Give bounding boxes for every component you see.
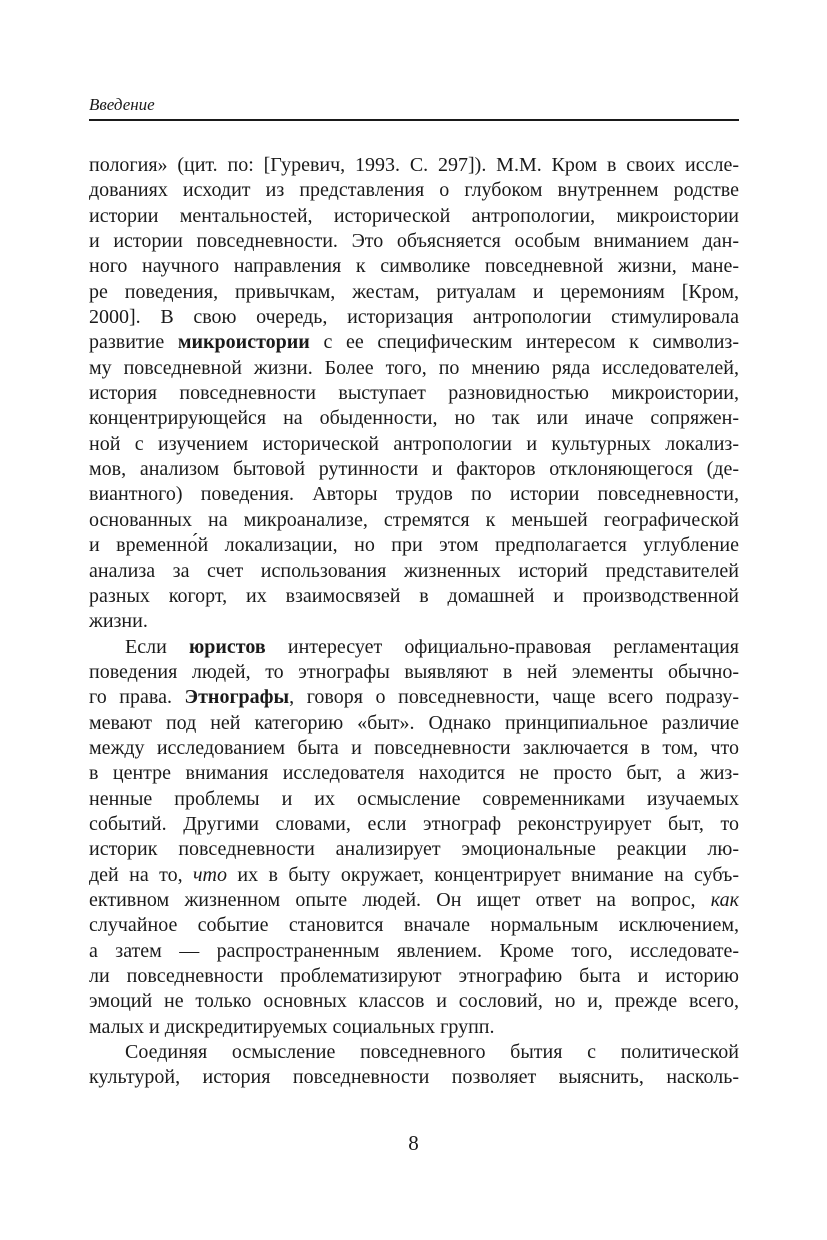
text-line: историк повседневности анализирует эмоциональные реакции лю- [89,838,739,861]
text-line: ного научного направления к символике повседневной жизни, мане- [89,255,739,278]
text-line: культурой, история повседневности позволяет выяснить, насколь- [89,1066,739,1089]
text-line: история повседневности выступает разновидностью микроистории, [89,382,739,405]
text-line: между исследованием быта и повседневности заключается в том, что [89,736,739,759]
emphasis-what: что [193,863,227,886]
text-line: виантного) поведения. Авторы трудов по истории повседневности, [89,483,739,506]
text-line: и истории повседневности. Это объясняется особым вниманием дан- [89,230,739,253]
text-line: пология» (цит. по: [Гуревич, 1993. С. 297]). М.М. Кром в своих иссле- [89,154,739,176]
header-rule [89,119,739,121]
text-line: основанных на микроанализе, стремятся к меньшей географической [89,508,739,531]
paragraph-1 [89,153,739,635]
text-line: малых и дискредитируемых социальных групп. [89,1015,495,1038]
text-run: Если [125,635,189,658]
text-line: истории ментальностей, исторической антропологии, микроистории [89,204,739,227]
text-line [89,635,739,660]
text-run: дей на то, [89,863,194,886]
text-line [89,888,739,913]
text-line: ненные проблемы и их осмысление современниками изучаемых [89,787,739,810]
text-line: анализа за счет использования жизненных историй представителей [89,559,739,582]
text-run: с ее специфическим интересом к символиз- [309,331,739,354]
paragraph-3 [89,1040,739,1091]
text-line: поведения людей, то этнографы выявляют в ней элементы обычно- [89,660,739,683]
text-run: ективном жизненном опыте людей. Он ищет ответ на вопрос, [89,888,711,911]
term-microhistory: микроистории [177,331,310,354]
text-run: развитие [89,331,178,354]
running-title: Введение [89,95,155,114]
text-line [89,863,739,888]
emphasis-how: как [710,888,739,911]
term-ethnographers: Этнографы [184,686,290,709]
text-line: мов, анализом бытовой рутинности и факторов отклоняющегося (де- [89,458,739,481]
paragraph-2 [89,635,739,1041]
text-line: событий. Другими словами, если этнограф реконструирует быт, то [89,812,739,835]
text-line [89,685,739,710]
text-line: а затем — распространенным явлением. Кроме того, исследовате- [89,939,739,962]
text-run: , говоря о повседневности, чаще всего подразу- [289,686,739,709]
text-line: случайное событие становится вначале нормальным исключением, [89,914,739,937]
text-line: жизни. [89,610,148,633]
page-number: 8 [408,1131,419,1155]
text-line: дованиях исходит из представления о глубоком внутреннем родстве [89,179,739,202]
text-run: интересует официально-правовая регламентация [265,635,739,658]
term-lawyers: юристов [188,635,266,658]
text-line: и временно́й локализации, но при этом предполагается углубление [89,534,739,557]
text-line [89,330,739,355]
text-line: мевают под ней категорию «быт». Однако принципиальное различие [89,711,739,734]
text-line: ной с изучением исторической антропологии и культурных локализ- [89,432,739,455]
text-line: разных когорт, их взаимосвязей в домашней и производственной [89,584,739,607]
text-run: го права. [89,686,185,709]
text-line: концентрирующейся на обыденности, но так или иначе сопряжен- [89,407,739,430]
text-line: эмоций не только основных классов и сословий, но и, прежде всего, [89,990,739,1013]
text-line: в центре внимания исследователя находится не просто быт, а жиз- [89,762,739,785]
text-line: ре поведения, привычкам, жестам, ритуалам и церемониям [Кром, [89,280,739,303]
text-line: Соединяя осмысление повседневного бытия с политической [125,1041,739,1064]
body-text [89,153,739,1091]
text-run: их в быту окружает, концентрирует внимание на субъ- [227,863,740,886]
text-line: ли повседневности проблематизируют этнографию быта и историю [89,965,739,987]
text-line: му повседневной жизни. Более того, по мнению ряда исследователей, [89,356,739,379]
text-line: 2000]. В свою очередь, историзация антропологии стимулировала [89,306,739,329]
